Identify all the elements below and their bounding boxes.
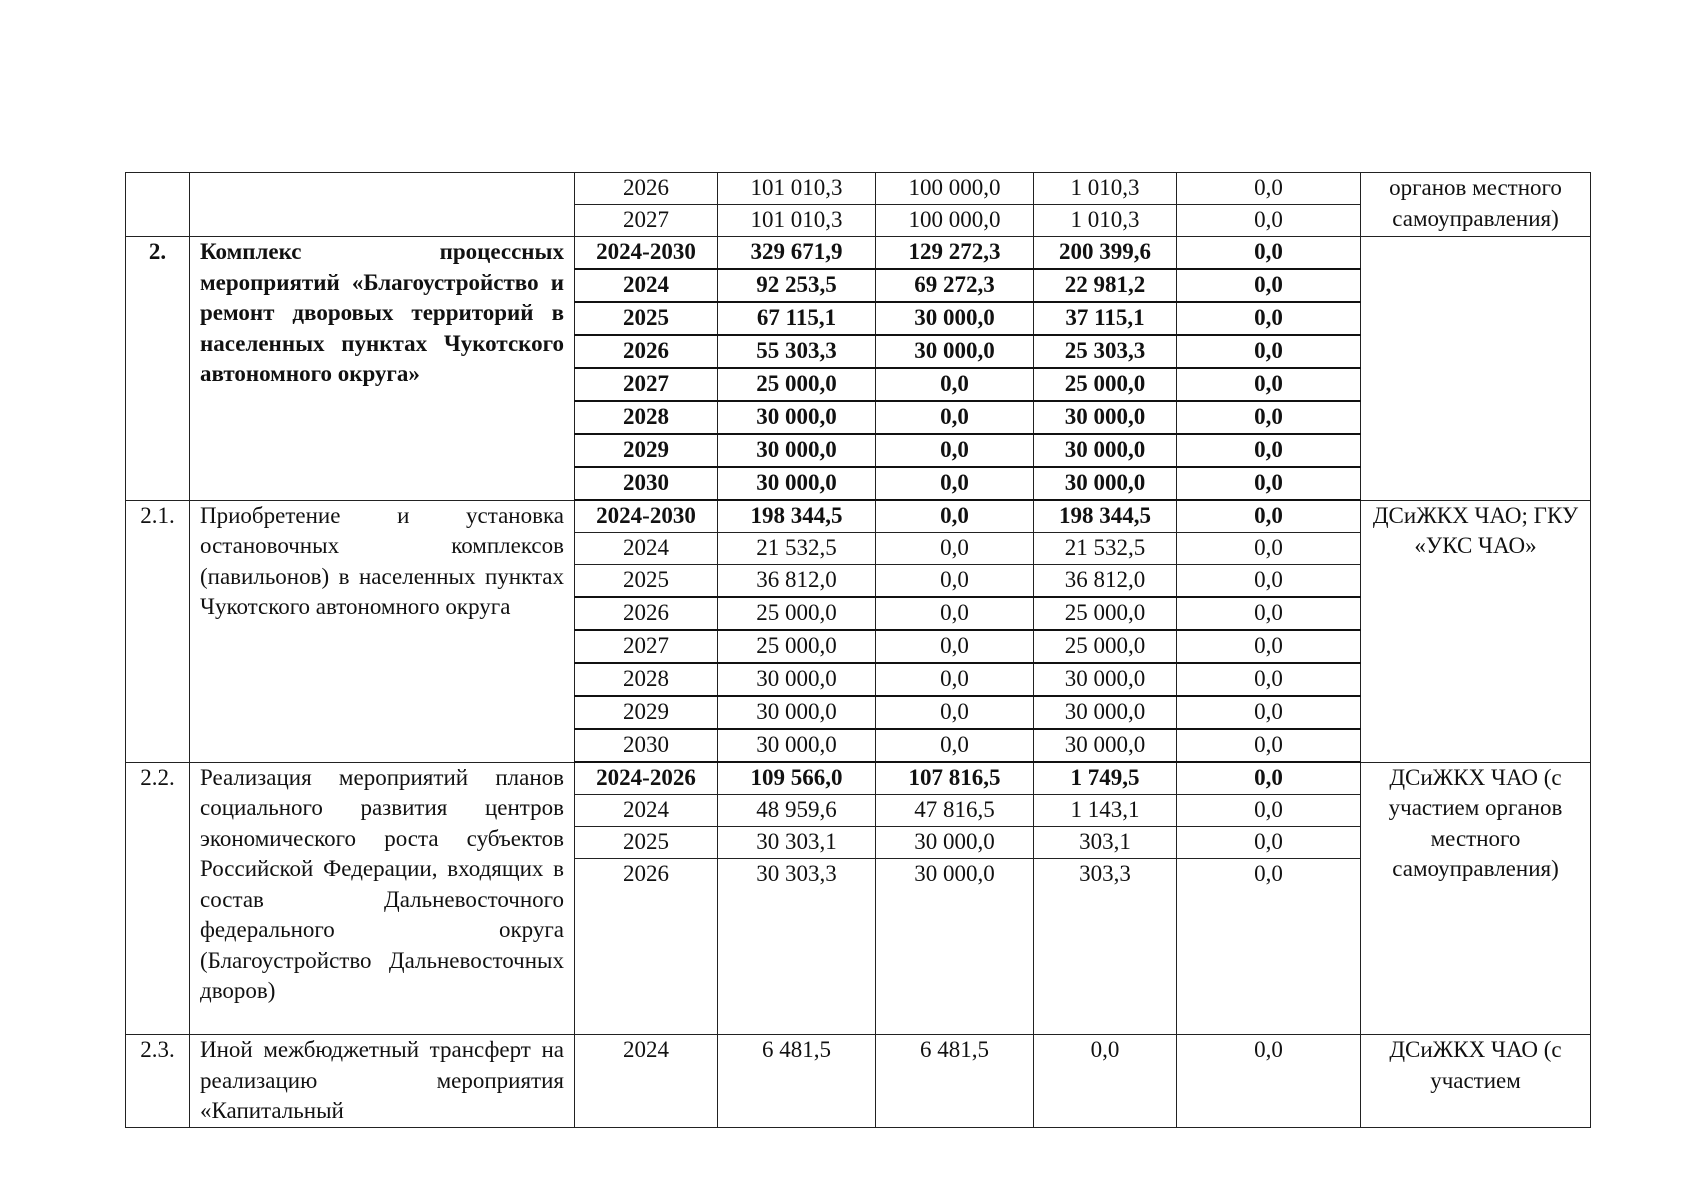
regional-cell: 0,0 [1034, 1035, 1177, 1128]
total-cell: 109 566,0 [718, 762, 876, 795]
total-cell: 30 000,0 [718, 696, 876, 729]
local-cell: 0,0 [1177, 696, 1361, 729]
local-cell: 0,0 [1177, 302, 1361, 335]
local-cell: 0,0 [1177, 827, 1361, 859]
regional-cell: 21 532,5 [1034, 533, 1177, 565]
year-cell: 2025 [575, 565, 718, 598]
total-cell: 30 000,0 [718, 663, 876, 696]
federal-cell: 30 000,0 [876, 335, 1034, 368]
regional-cell: 1 143,1 [1034, 795, 1177, 827]
total-cell: 92 253,5 [718, 269, 876, 302]
total-cell: 198 344,5 [718, 500, 876, 533]
regional-cell: 30 000,0 [1034, 467, 1177, 500]
regional-cell: 1 010,3 [1034, 205, 1177, 237]
table-row [126, 762, 1591, 795]
federal-cell: 69 272,3 [876, 269, 1034, 302]
federal-cell: 0,0 [876, 533, 1034, 565]
table-row [126, 173, 1591, 205]
total-cell: 101 010,3 [718, 205, 876, 237]
name-cell [190, 173, 575, 237]
local-cell: 0,0 [1177, 859, 1361, 1035]
local-cell: 0,0 [1177, 762, 1361, 795]
local-cell: 0,0 [1177, 500, 1361, 533]
regional-cell: 30 000,0 [1034, 696, 1177, 729]
table-row [126, 1035, 1591, 1128]
regional-cell: 1 749,5 [1034, 762, 1177, 795]
budget-table [125, 172, 1591, 1128]
regional-cell: 30 000,0 [1034, 663, 1177, 696]
federal-cell: 47 816,5 [876, 795, 1034, 827]
regional-cell: 37 115,1 [1034, 302, 1177, 335]
local-cell: 0,0 [1177, 368, 1361, 401]
federal-cell: 0,0 [876, 729, 1034, 762]
total-cell: 329 671,9 [718, 237, 876, 270]
federal-cell: 30 000,0 [876, 859, 1034, 1035]
year-cell: 2024-2030 [575, 500, 718, 533]
year-cell: 2028 [575, 401, 718, 434]
year-cell: 2024 [575, 269, 718, 302]
local-cell: 0,0 [1177, 729, 1361, 762]
year-cell: 2029 [575, 696, 718, 729]
year-cell: 2029 [575, 434, 718, 467]
regional-cell: 36 812,0 [1034, 565, 1177, 598]
federal-cell: 129 272,3 [876, 237, 1034, 270]
regional-cell: 303,1 [1034, 827, 1177, 859]
federal-cell: 0,0 [876, 565, 1034, 598]
federal-cell: 0,0 [876, 663, 1034, 696]
year-cell: 2026 [575, 335, 718, 368]
local-cell: 0,0 [1177, 237, 1361, 270]
regional-cell: 200 399,6 [1034, 237, 1177, 270]
total-cell: 48 959,6 [718, 795, 876, 827]
total-cell: 30 000,0 [718, 729, 876, 762]
federal-cell: 0,0 [876, 467, 1034, 500]
local-cell: 0,0 [1177, 630, 1361, 663]
responsible-cell: ДСиЖКХ ЧАО (с участием органов местного самоуправления) [1361, 762, 1591, 1035]
responsible-cell: органов местного самоуправления) [1361, 173, 1591, 237]
local-cell: 0,0 [1177, 597, 1361, 630]
local-cell: 0,0 [1177, 663, 1361, 696]
year-cell: 2026 [575, 859, 718, 1035]
total-cell: 30 000,0 [718, 467, 876, 500]
total-cell: 25 000,0 [718, 597, 876, 630]
federal-cell: 0,0 [876, 500, 1034, 533]
total-cell: 67 115,1 [718, 302, 876, 335]
local-cell: 0,0 [1177, 205, 1361, 237]
year-cell: 2026 [575, 173, 718, 205]
total-cell: 25 000,0 [718, 368, 876, 401]
total-cell: 6 481,5 [718, 1035, 876, 1128]
regional-cell: 25 000,0 [1034, 597, 1177, 630]
responsible-cell [1361, 237, 1591, 501]
name-cell: Иной межбюджетный трансферт на реализацию мероприятия «Капитальный [190, 1035, 575, 1128]
local-cell: 0,0 [1177, 467, 1361, 500]
regional-cell: 25 000,0 [1034, 630, 1177, 663]
regional-cell: 30 000,0 [1034, 434, 1177, 467]
year-cell: 2025 [575, 302, 718, 335]
year-cell: 2024 [575, 533, 718, 565]
index-cell: 2. [126, 237, 190, 501]
name-cell: Приобретение и установка остановочных комплексов (павильонов) в населенных пунктах Чукотского автономного округа [190, 500, 575, 762]
year-cell: 2027 [575, 368, 718, 401]
regional-cell: 30 000,0 [1034, 729, 1177, 762]
regional-cell: 25 000,0 [1034, 368, 1177, 401]
total-cell: 30 303,1 [718, 827, 876, 859]
total-cell: 30 000,0 [718, 401, 876, 434]
year-cell: 2027 [575, 205, 718, 237]
federal-cell: 0,0 [876, 597, 1034, 630]
federal-cell: 100 000,0 [876, 205, 1034, 237]
total-cell: 25 000,0 [718, 630, 876, 663]
federal-cell: 107 816,5 [876, 762, 1034, 795]
federal-cell: 6 481,5 [876, 1035, 1034, 1128]
total-cell: 30 303,3 [718, 859, 876, 1035]
local-cell: 0,0 [1177, 335, 1361, 368]
local-cell: 0,0 [1177, 533, 1361, 565]
federal-cell: 0,0 [876, 630, 1034, 663]
federal-cell: 0,0 [876, 401, 1034, 434]
local-cell: 0,0 [1177, 173, 1361, 205]
table-row [126, 500, 1591, 533]
federal-cell: 0,0 [876, 434, 1034, 467]
total-cell: 30 000,0 [718, 434, 876, 467]
year-cell: 2025 [575, 827, 718, 859]
year-cell: 2024-2026 [575, 762, 718, 795]
index-cell: 2.1. [126, 500, 190, 762]
local-cell: 0,0 [1177, 1035, 1361, 1128]
index-cell [126, 173, 190, 237]
regional-cell: 303,3 [1034, 859, 1177, 1035]
total-cell: 21 532,5 [718, 533, 876, 565]
regional-cell: 25 303,3 [1034, 335, 1177, 368]
federal-cell: 0,0 [876, 696, 1034, 729]
regional-cell: 198 344,5 [1034, 500, 1177, 533]
local-cell: 0,0 [1177, 401, 1361, 434]
year-cell: 2027 [575, 630, 718, 663]
index-cell: 2.2. [126, 762, 190, 1035]
index-cell: 2.3. [126, 1035, 190, 1128]
year-cell: 2030 [575, 467, 718, 500]
year-cell: 2024 [575, 1035, 718, 1128]
name-cell: Реализация мероприятий планов социального развития центров экономического роста субъектов Российской Федерации, входящих в состав Дальневосточного федерального округа (Благоустройство Дальневосточных дворов) [190, 762, 575, 1035]
year-cell: 2028 [575, 663, 718, 696]
federal-cell: 100 000,0 [876, 173, 1034, 205]
local-cell: 0,0 [1177, 434, 1361, 467]
federal-cell: 0,0 [876, 368, 1034, 401]
total-cell: 55 303,3 [718, 335, 876, 368]
local-cell: 0,0 [1177, 795, 1361, 827]
year-cell: 2026 [575, 597, 718, 630]
total-cell: 36 812,0 [718, 565, 876, 598]
local-cell: 0,0 [1177, 565, 1361, 598]
regional-cell: 30 000,0 [1034, 401, 1177, 434]
responsible-cell: ДСиЖКХ ЧАО; ГКУ «УКС ЧАО» [1361, 500, 1591, 762]
year-cell: 2024-2030 [575, 237, 718, 270]
responsible-cell: ДСиЖКХ ЧАО (с участием [1361, 1035, 1591, 1128]
name-cell: Комплекс процессных мероприятий «Благоустройство и ремонт дворовых территорий в населенных пунктах Чукотского автономного округа» [190, 237, 575, 501]
total-cell: 101 010,3 [718, 173, 876, 205]
federal-cell: 30 000,0 [876, 302, 1034, 335]
regional-cell: 1 010,3 [1034, 173, 1177, 205]
regional-cell: 22 981,2 [1034, 269, 1177, 302]
year-cell: 2024 [575, 795, 718, 827]
local-cell: 0,0 [1177, 269, 1361, 302]
federal-cell: 30 000,0 [876, 827, 1034, 859]
table-row [126, 237, 1591, 270]
year-cell: 2030 [575, 729, 718, 762]
